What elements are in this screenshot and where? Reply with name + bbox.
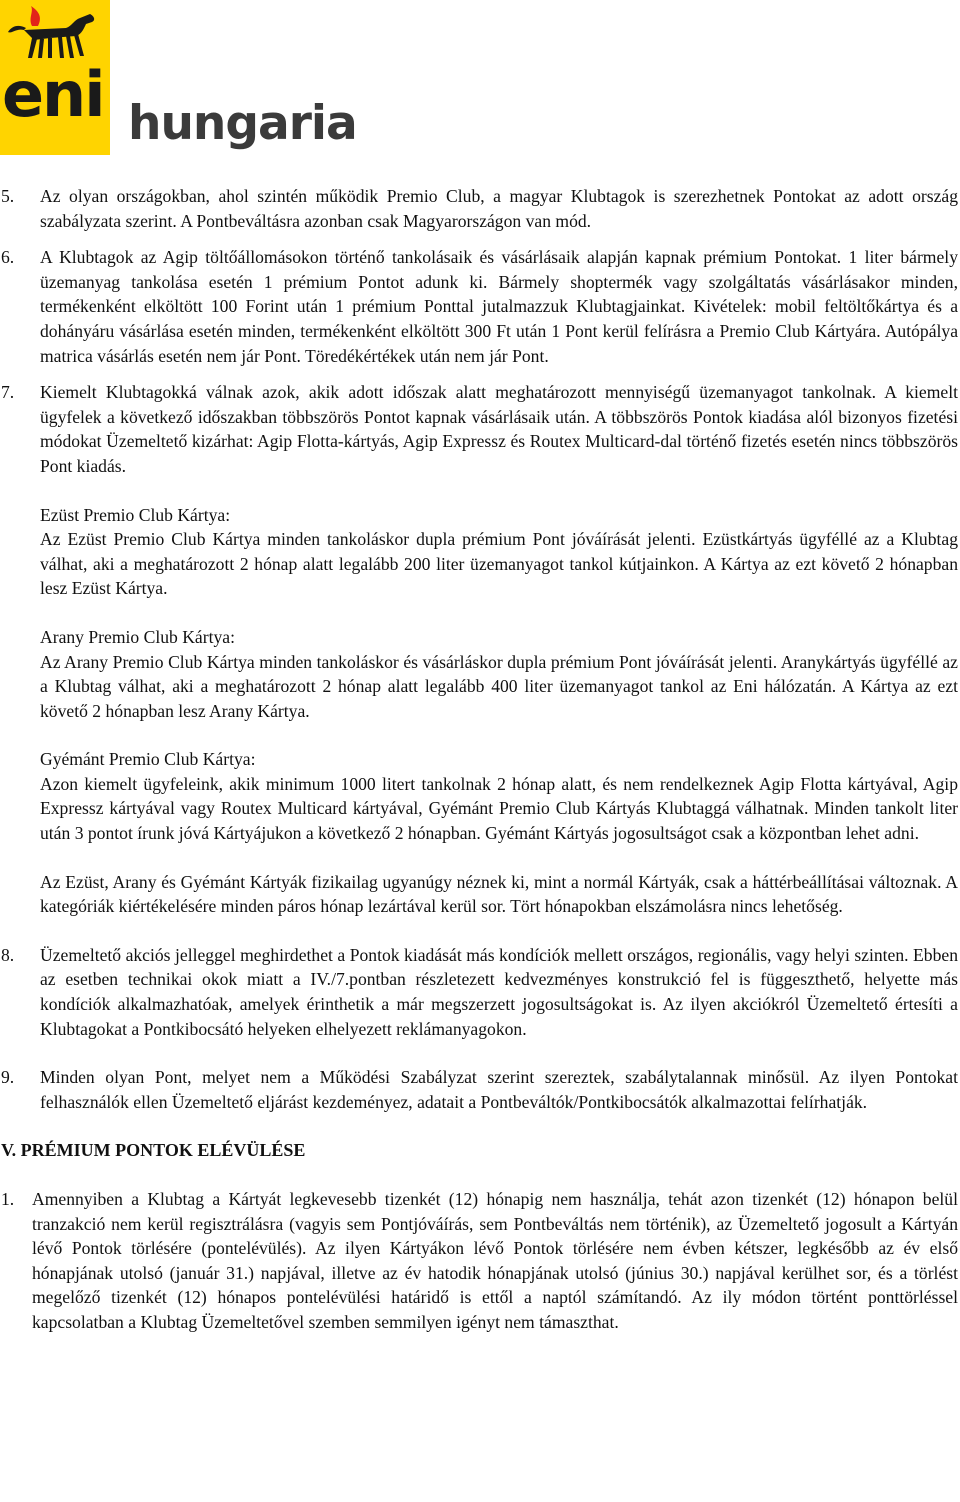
list-item bbox=[0, 380, 960, 478]
six-legged-dog-icon bbox=[4, 6, 104, 64]
document-body bbox=[0, 184, 960, 1335]
gold-card-title: Arany Premio Club Kártya: bbox=[40, 626, 235, 647]
item-text: Amennyiben a Klubtag a Kártyát legkevesebb tizenkét (12) hónapig nem használja, tehát azon tizenkét (12) hónapon belül tranzakció nem kerül regisztrálásra (vagyis sem Pontjóváírás, sem Pontbeváltás nem történik), az Üzemeltető jogosult a Kártyán lévő Pontok törlésére (pontelévülés). Az ilyen Kártyákon lévő Pontok törlésére nem évben kétszer, legkésőbb az év első hónapjának utolsó (január 31.) napjával, illetve az év hatodik hónapjának utolsó (június 30.) napjával kerülhet sor, és a törlést megelőző tizenkét (12) hónapos pontelévülési határidő is ettől a naptól számítandó. Az ily módon történt ponttörléssel kapcsolatban a Klubtag Üzemeltetővel szemben semmilyen igényt nem támaszthat. bbox=[32, 1189, 958, 1332]
card-note: Az Ezüst, Arany és Gyémánt Kártyák fizikailag ugyanúgy néznek ki, mint a normál Kártyák, csak a háttérbeállításai változnak. A kategóriák kiértékelésére minden páros hónap lezártával kerül sor. Tört hónapokban elszámolásra nincs lehetőség. bbox=[40, 871, 958, 917]
list-item bbox=[0, 943, 960, 1041]
item-number: 9. bbox=[1, 1067, 15, 1088]
diamond-card-title: Gyémánt Premio Club Kártya: bbox=[40, 749, 256, 770]
item-number: 5. bbox=[1, 186, 15, 206]
gold-card-text: Az Arany Premio Club Kártya minden tankoláskor és vásárláskor dupla prémium Pont jóváírását jelenti. Aranykártyás ügyféllé az a Klubtag válhat, aki a meghatározott 2 hónap alatt legalább 400 liter üzemanyagot tankol az Eni hálózatán. A Kártya az ezt követő 2 hónapban lesz Arany Kártya. bbox=[40, 651, 958, 721]
item-number: 7. bbox=[1, 382, 15, 403]
item-text: Minden olyan Pont, melyet nem a Működési Szabályzat szerint szereztek, szabálytalannak minősül. Az ilyen Pontokat felhasználók ellen Üzemeltető eljárást kezdeményez, adatait a Pontbeváltók/Pontkibocsátók alkalmazottai felírhatják. bbox=[40, 1067, 958, 1112]
item-number: 6. bbox=[1, 247, 15, 268]
silver-card-text: Az Ezüst Premio Club Kártya minden tankoláskor dupla prémium Pont jóváírását jelenti. Ezüstkártyás ügyféllé az a Klubtag válhat, aki a meghatározott 2 hónap alatt legalább 200 liter üzemanyagot tankol kútjainkon. A Kártya az ezt követő 2 hónapban lesz Ezüst Kártya. bbox=[40, 529, 958, 599]
item-text: Az olyan országokban, ahol szintén működik Premio Club, a magyar Klubtagok is szerezhetnek Pontokat az adott ország szabályzata szerint. A Pontbeváltásra azonban csak Magyarországon van mód. bbox=[40, 186, 958, 231]
item-text: A Klubtagok az Agip töltőállomásokon történő tankolásaik és vásárlásaik alapján kapnak prémium Pontokat. 1 liter bármely üzemanyag tankolása esetén 1 prémium Pontot adunk ki. Bármely shoptermék vagy szolgáltatás vásárlásakor minden, termékenként elköltött 100 Forint után 1 prémium Ponttal jutalmazzuk Klubtagjainkat. Kivételek: mobil feltöltőkártya és a dohányáru vásárlása esetén minden, termékenként elköltött 300 Ft után 1 Pont kerül felírásra a Premio Club Kártyára. Autópálya matrica vásárlás esetén nem jár Pont. Töredékértékek után nem jár Pont. bbox=[40, 247, 958, 366]
section-heading: V. PRÉMIUM PONTOK ELÉVÜLÉSE bbox=[1, 1140, 306, 1161]
eni-hungaria-logo bbox=[0, 0, 357, 165]
list-item bbox=[0, 245, 960, 368]
item-number: 1. bbox=[1, 1189, 15, 1209]
eni-wordmark: eni bbox=[2, 58, 104, 131]
list-item bbox=[0, 1187, 960, 1335]
diamond-card-text: Azon kiemelt ügyfeleink, akik minimum 1000 litert tankolnak 2 hónap alatt, és nem rendelkeznek Agip Flotta kártyával, Agip Expressz kártyával vagy Routex Multicard kártyával, Gyémánt Premio Club Kártyás Klubtaggá válhatnak. Minden tankolt liter után 3 pontot írunk jóvá Kártyájukon a következő 2 hónapban. Gyémánt Kártyás jogosultságot csak a központban lehet adni. bbox=[40, 773, 958, 844]
hungaria-wordmark: hungaria bbox=[128, 96, 357, 151]
item-number: 8. bbox=[1, 944, 15, 965]
item-text: Üzemeltető akciós jelleggel meghirdethet a Pontok kiadását más kondíciók mellett országos, regionális, vagy helyi szinten. Ebben az esetben technikai okok miatt a IV./7.pontban részletezett kedvezményes konstrukció fel is függeszthető, helyette más kondíciók alkalmazhatóak, amelyek érinthetik a már megszerzett jogosultságokat is. Az ilyen akciókról Üzemeltető értesíti a Klubtagokat a Pontkibocsátó helyeken elhelyezett reklámanyagokon. bbox=[40, 944, 958, 1039]
silver-card-title: Ezüst Premio Club Kártya: bbox=[40, 504, 231, 525]
list-item bbox=[0, 1065, 960, 1114]
list-item bbox=[0, 184, 960, 233]
item-text: Kiemelt Klubtagokká válnak azok, akik adott időszak alatt meghatározott mennyiségű üzemanyagot tankolnak. A kiemelt ügyfelek a következő időszakban többszörös Pontot kapnak vásárlásaik után. A többszörös Pontok kiadása alól bizonyos fizetési módokat Üzemeltető kizárhat: Agip Flotta-kártyás, Agip Expressz és Routex Multicard-dal történő fizetés esetén nincs többszörös Pont kiadás. bbox=[40, 382, 958, 476]
